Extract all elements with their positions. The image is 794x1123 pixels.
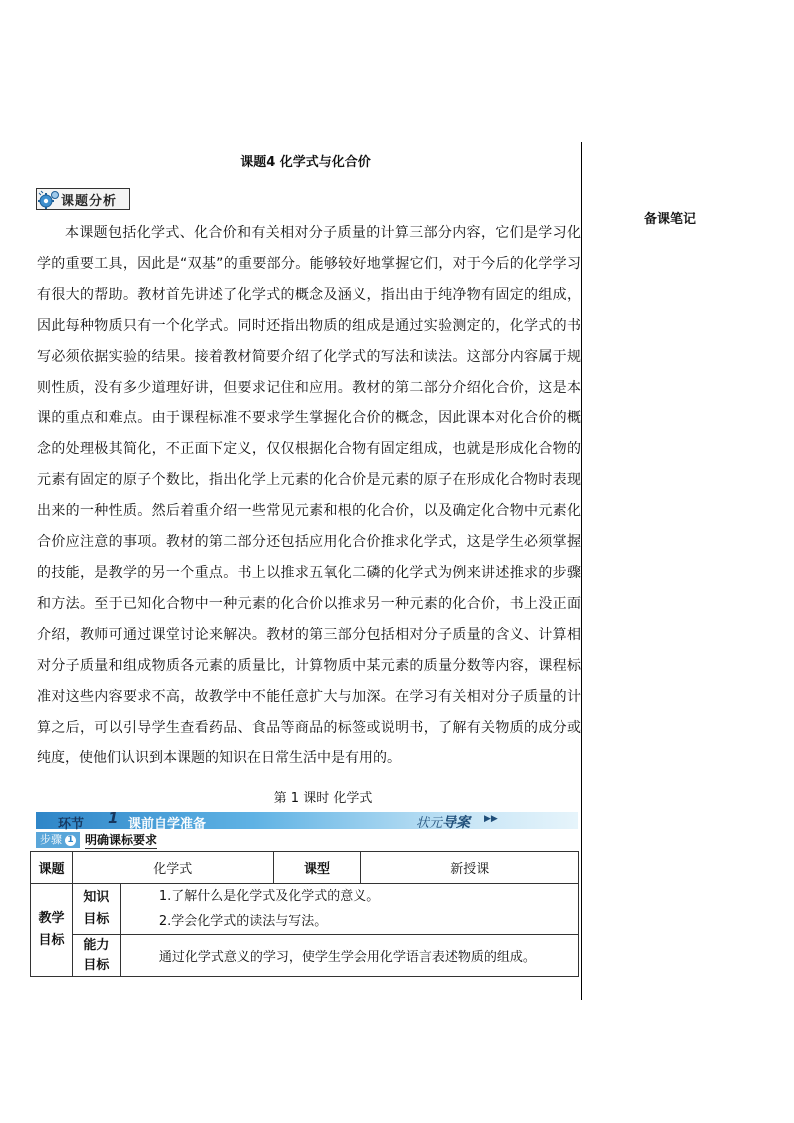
step-number: 1 bbox=[65, 835, 76, 846]
banner-number: 1 bbox=[108, 809, 119, 827]
knowledge-item-1: 1.了解什么是化学式及化学式的意义。 bbox=[158, 889, 380, 904]
topic-label: 课题 bbox=[31, 852, 73, 884]
lesson-title: 课题4 化学式与化合价 bbox=[240, 155, 371, 170]
notes-column-title: 备课笔记 bbox=[643, 212, 696, 227]
step-text: 明确课标要求 bbox=[85, 833, 158, 847]
goals-label: 教学目标 bbox=[31, 884, 73, 977]
table-row bbox=[31, 935, 579, 977]
section-banner bbox=[36, 809, 578, 832]
knowledge-label: 知识目标 bbox=[72, 884, 120, 935]
ability-label: 能力目标 bbox=[72, 935, 120, 977]
topic-value: 化学式 bbox=[72, 852, 273, 884]
step-tag-text: 步骤 bbox=[40, 833, 62, 846]
goals-table bbox=[30, 851, 579, 977]
double-arrow-icon: ▶▶ bbox=[484, 814, 498, 824]
banner-brand-b: 导案 bbox=[442, 815, 471, 831]
banner-brand bbox=[416, 812, 470, 832]
analysis-label: 课题分析 bbox=[61, 193, 118, 209]
knowledge-goals bbox=[120, 884, 578, 935]
knowledge-item-2: 2.学会化学式的读法与写法。 bbox=[158, 914, 328, 929]
gear-icon bbox=[37, 189, 61, 209]
banner-prefix: 环节 bbox=[58, 817, 85, 832]
ability-goal: 通过化学式意义的学习，使学生学会用化学语言表述物质的组成。 bbox=[120, 935, 578, 977]
margin-divider-line bbox=[581, 142, 582, 1000]
period-title: 第 1 课时 化学式 bbox=[273, 791, 373, 806]
banner-brand-a: 状元 bbox=[416, 816, 443, 831]
table-row bbox=[31, 884, 579, 935]
table-row bbox=[31, 852, 579, 884]
analysis-paragraph: 本课题包括化学式、化合价和有关相对分子质量的计算三部分内容，它们是学习化学的重要工具，因此是“双基”的重要部分。能够较好地掌握它们，对于今后的化学学习有很大的帮助。教材首先讲述了化学式的概念及涵义，指出由于纯净物有固定的组成，因此每种物质只有一个化学式。同时还指出物质的组成是通过实验测定的，化学式的书写必须依据实验的结果。接着教材简要介绍了化学式的写法和读法。这部分内容属于规则性质，没有多少道理好讲，但要求记住和应用。教材的第二部分介绍化合价，这是本课的重点和难点。由于课程标准不要求学生掌握化合价的概念，因此课本对化合价的概念的处理极其简化，不正面下定义，仅仅根据化合物有固定组成，也就是形成化合物的元素有固定的原子个数比，指出化学上元素的化合价是元素的原子在形成化合物时表现出来的一种性质。然后着重介绍一些常见元素和根的化合价，以及确定化合物中元素化合价应注意的事项。教材的第二部分还包括应用化合价推求化学式，这是学生必须掌握的技能，是教学的另一个重点。书上以推求五氧化二磷的化学式为例来讲述推求的步骤和方法。至于已知化合物中一种元素的化合价以推求另一种元素的化合价，书上没正面介绍，教师可通过课堂讨论来解决。教材的第三部分包括相对分子质量的含义、计算相对分子质量和组成物质各元素的质量比，计算物质中某元素的质量分数等内容，课程标准对这些内容要求不高，故教学中不能任意扩大与加深。在学习有关相对分子质量的计算之后，可以引导学生查看药品、食品等商品的标签或说明书，了解有关物质的成分或纯度，使他们认识到本课题的知识在日常生活中是有用的。 bbox=[37, 225, 581, 767]
analysis-badge bbox=[36, 188, 130, 210]
type-value: 新授课 bbox=[361, 852, 579, 884]
type-label: 课型 bbox=[273, 852, 361, 884]
step-label bbox=[36, 832, 157, 848]
step-tag bbox=[36, 832, 80, 848]
banner-section-title: 课前自学准备 bbox=[128, 817, 207, 832]
